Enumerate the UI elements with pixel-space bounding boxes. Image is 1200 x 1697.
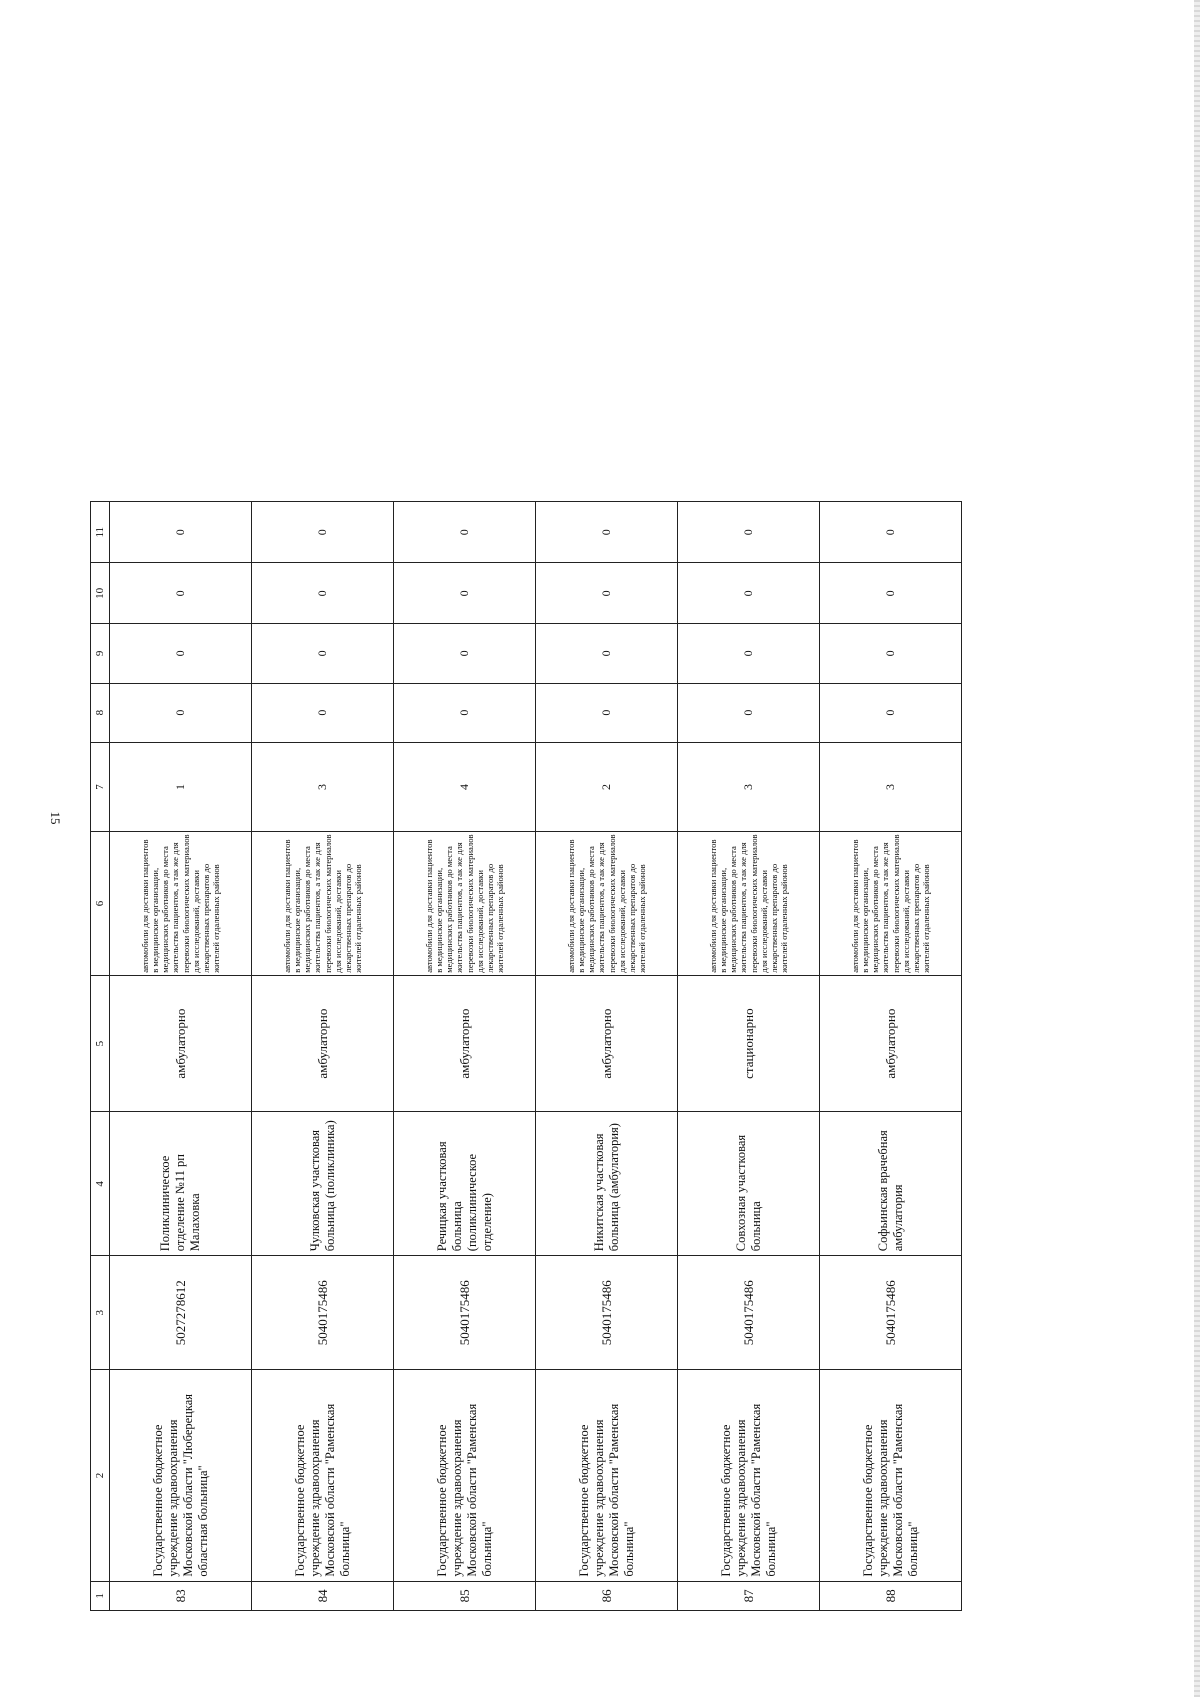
inn-cell: 5040175486 xyxy=(536,1256,678,1370)
row-number: 87 xyxy=(678,1581,820,1610)
value-col-9: 0 xyxy=(820,624,962,683)
organization-name: Государственное бюджетное учреждение здравоохранения Московской области "Раменская больница" xyxy=(394,1370,536,1581)
vehicle-purpose: автомобили для доставки пациентов в медицинские организации, медицинских работников до места жительства пациентов, а так же для перевозки биологических материалов для исследований, доставки лекарственных препаратов до жителей отдаленных районов xyxy=(820,832,962,976)
column-number-row xyxy=(91,502,110,1611)
care-condition: амбулаторно xyxy=(536,975,678,1112)
column-header: 4 xyxy=(91,1112,110,1256)
column-header: 2 xyxy=(91,1370,110,1581)
row-number: 85 xyxy=(394,1581,536,1610)
care-condition: амбулаторно xyxy=(820,975,962,1112)
inn-cell: 5040175486 xyxy=(252,1256,394,1370)
row-number: 84 xyxy=(252,1581,394,1610)
value-col-9: 0 xyxy=(394,624,536,683)
value-col-7: 3 xyxy=(820,742,962,831)
unit-name: Совхозная участковая больница xyxy=(678,1112,820,1256)
value-col-11: 0 xyxy=(110,502,252,563)
care-condition: стационарно xyxy=(678,975,820,1112)
row-number: 86 xyxy=(536,1581,678,1610)
value-col-10: 0 xyxy=(678,563,820,624)
value-col-11: 0 xyxy=(394,502,536,563)
unit-name: Поликлиническое отделение №11 рп Малаховка xyxy=(110,1112,252,1256)
column-header: 8 xyxy=(91,683,110,742)
column-header: 1 xyxy=(91,1581,110,1610)
care-condition: амбулаторно xyxy=(110,975,252,1112)
value-col-11: 0 xyxy=(536,502,678,563)
value-col-8: 0 xyxy=(252,683,394,742)
column-header: 9 xyxy=(91,624,110,683)
unit-name: Никитская участковая больница (амбулатория) xyxy=(536,1112,678,1256)
table-row xyxy=(252,502,394,1611)
organization-name: Государственное бюджетное учреждение здравоохранения Московской области "Раменская больница" xyxy=(252,1370,394,1581)
value-col-7: 1 xyxy=(110,742,252,831)
scan-edge-artifact xyxy=(1194,0,1200,1697)
unit-name: Софьинская врачебная амбулатория xyxy=(820,1112,962,1256)
value-col-11: 0 xyxy=(252,502,394,563)
organization-name: Государственное бюджетное учреждение здравоохранения Московской области "Раменская больница" xyxy=(678,1370,820,1581)
value-col-8: 0 xyxy=(820,683,962,742)
value-col-10: 0 xyxy=(820,563,962,624)
page-number: 15 xyxy=(48,811,63,825)
inn-cell: 5027278612 xyxy=(110,1256,252,1370)
vehicle-purpose: автомобили для доставки пациентов в медицинские организации, медицинских работников до места жительства пациентов, а так же для перевозки биологических материалов для исследований, доставки лекарственных препаратов до жителей отдаленных районов xyxy=(252,832,394,976)
column-header: 11 xyxy=(91,502,110,563)
unit-name: Речицкая участковая больница (поликлиническое отделение) xyxy=(394,1112,536,1256)
organization-name: Государственное бюджетное учреждение здравоохранения Московской области "Раменская больница" xyxy=(820,1370,962,1581)
inn-cell: 5040175486 xyxy=(678,1256,820,1370)
column-header: 7 xyxy=(91,742,110,831)
column-header: 5 xyxy=(91,975,110,1112)
value-col-9: 0 xyxy=(678,624,820,683)
value-col-10: 0 xyxy=(536,563,678,624)
table-row xyxy=(678,502,820,1611)
value-col-9: 0 xyxy=(536,624,678,683)
value-col-11: 0 xyxy=(820,502,962,563)
column-header: 3 xyxy=(91,1256,110,1370)
row-number: 83 xyxy=(110,1581,252,1610)
vehicle-purpose: автомобили для доставки пациентов в медицинские организации, медицинских работников до места жительства пациентов, а так же для перевозки биологических материалов для исследований, доставки лекарственных препаратов до жителей отдаленных районов xyxy=(394,832,536,976)
value-col-7: 4 xyxy=(394,742,536,831)
vehicle-purpose: автомобили для доставки пациентов в медицинские организации, медицинских работников до места жительства пациентов, а так же для перевозки биологических материалов для исследований, доставки лекарственных препаратов до жителей отдаленных районов xyxy=(110,832,252,976)
value-col-7: 2 xyxy=(536,742,678,831)
value-col-10: 0 xyxy=(110,563,252,624)
value-col-10: 0 xyxy=(394,563,536,624)
column-header: 10 xyxy=(91,563,110,624)
organization-name: Государственное бюджетное учреждение здравоохранения Московской области "Раменская больница" xyxy=(536,1370,678,1581)
value-col-8: 0 xyxy=(394,683,536,742)
care-condition: амбулаторно xyxy=(394,975,536,1112)
value-col-9: 0 xyxy=(252,624,394,683)
value-col-10: 0 xyxy=(252,563,394,624)
organization-name: Государственное бюджетное учреждение здравоохранения Московской области "Люберецкая областная больница" xyxy=(110,1370,252,1581)
table-row xyxy=(536,502,678,1611)
vehicle-purpose: автомобили для доставки пациентов в медицинские организации, медицинских работников до места жительства пациентов, а так же для перевозки биологических материалов для исследований, доставки лекарственных препаратов до жителей отдаленных районов xyxy=(536,832,678,976)
unit-name: Чулковская участковая больница (поликлиника) xyxy=(252,1112,394,1256)
value-col-7: 3 xyxy=(252,742,394,831)
value-col-8: 0 xyxy=(110,683,252,742)
table-row xyxy=(394,502,536,1611)
value-col-8: 0 xyxy=(678,683,820,742)
inn-cell: 5040175486 xyxy=(820,1256,962,1370)
inn-cell: 5040175486 xyxy=(394,1256,536,1370)
vehicle-purpose: автомобили для доставки пациентов в медицинские организации, медицинских работников до места жительства пациентов, а так же для перевозки биологических материалов для исследований, доставки лекарственных препаратов до жителей отдаленных районов xyxy=(678,832,820,976)
care-condition: амбулаторно xyxy=(252,975,394,1112)
value-col-9: 0 xyxy=(110,624,252,683)
row-number: 88 xyxy=(820,1581,962,1610)
value-col-8: 0 xyxy=(536,683,678,742)
vehicle-allocation-table xyxy=(90,501,962,1611)
column-header: 6 xyxy=(91,832,110,976)
value-col-7: 3 xyxy=(678,742,820,831)
value-col-11: 0 xyxy=(678,502,820,563)
table-row xyxy=(110,502,252,1611)
table-row xyxy=(820,502,962,1611)
